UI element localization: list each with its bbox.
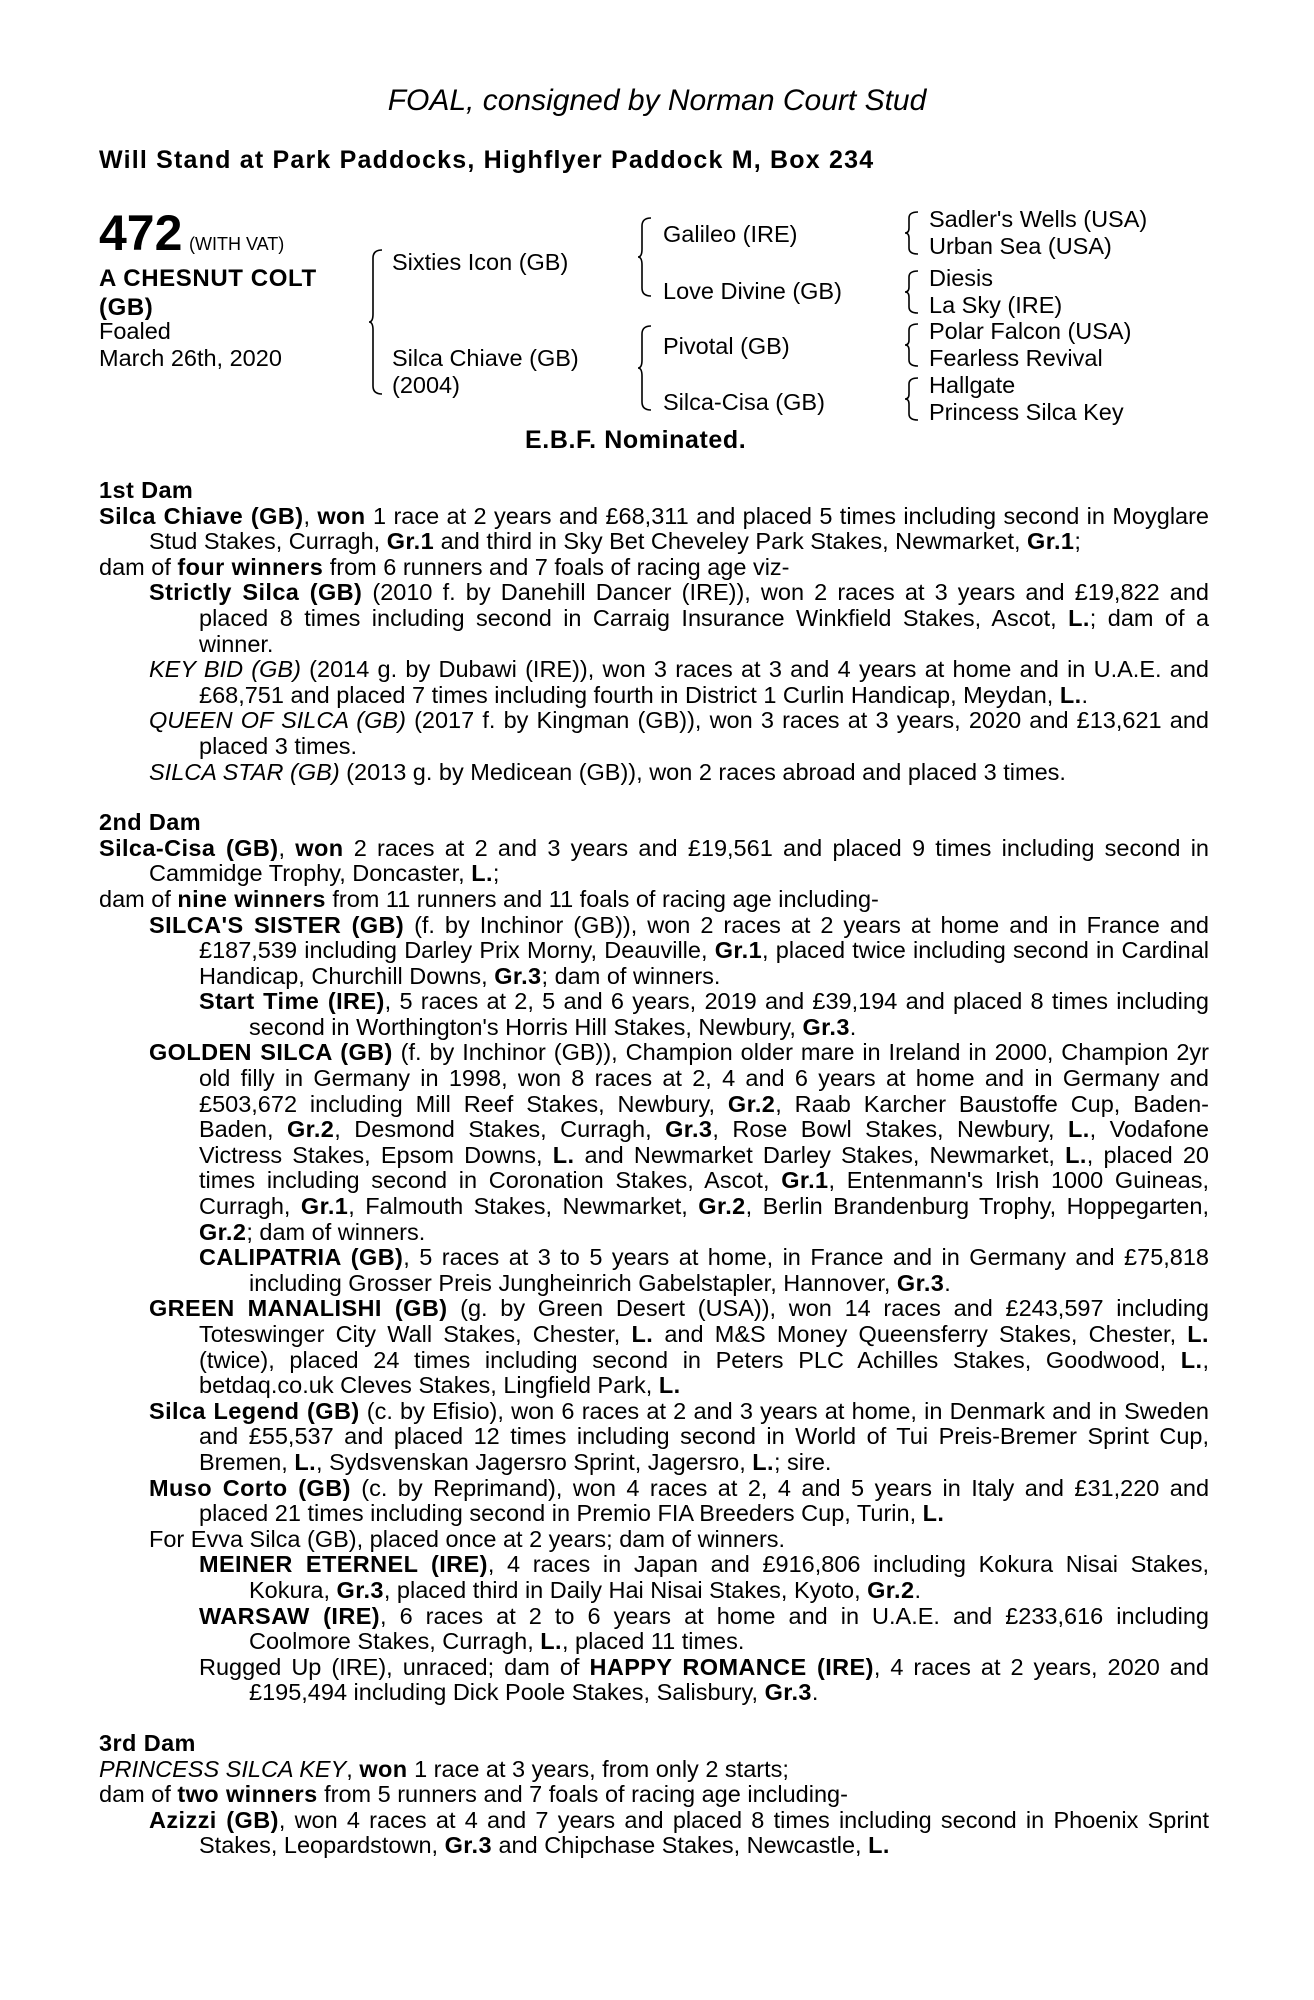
entry-text: For Evva Silca (GB), placed once at 2 years; dam of winners. xyxy=(149,1525,786,1552)
pedigree-g1: Sadler's Wells (USA) xyxy=(929,206,1148,232)
bold-text: GOLDEN SILCA (GB) xyxy=(149,1039,393,1066)
bold-text: MEINER ETERNEL (IRE) xyxy=(199,1551,488,1578)
entry-text: , placed 11 times. xyxy=(561,1628,745,1655)
pedigree-entry xyxy=(99,1655,1209,1706)
entry-text: ; xyxy=(1074,528,1081,555)
section-gap xyxy=(99,785,1209,810)
bold-text: Gr.2 xyxy=(867,1576,915,1603)
foaled-date: March 26th, 2020 xyxy=(99,345,282,371)
entry-text: , 5 races at 2, 5 and 6 years, 2019 and £39,194 and placed 8 times including second in Worthington's Horris Hill Stakes, Newbury, xyxy=(249,988,1209,1040)
pedigree-entry xyxy=(99,887,1209,913)
entry-text: ; dam of winners. xyxy=(541,962,721,989)
pedigree-entry xyxy=(99,1552,1209,1603)
bold-text: WARSAW (IRE) xyxy=(199,1602,381,1629)
pedigree-dam-year: (2004) xyxy=(392,372,460,398)
bold-text: Start Time (IRE) xyxy=(199,988,385,1015)
pedigree-bracket-g3-g4 xyxy=(904,269,920,315)
entry-text: . xyxy=(811,1679,819,1706)
pedigree-entry xyxy=(99,913,1209,990)
pedigree-bracket-g1-g2 xyxy=(904,210,920,256)
entry-text: ; sire. xyxy=(773,1448,832,1475)
dam-section xyxy=(99,1706,1209,1859)
entry-text: and M&S Money Queensferry Stakes, Chester, xyxy=(653,1321,1188,1347)
pedigree-sire: Sixties Icon (GB) xyxy=(392,249,569,275)
entry-text: , 4 races in Japan and £916,806 including Kokura Nisai Stakes, Kokura, xyxy=(249,1551,1209,1603)
pedigree-entry xyxy=(99,1476,1209,1527)
entry-text: and Chipchase Stakes, Newcastle, xyxy=(491,1832,869,1859)
pedigree-dam: Silca Chiave (GB) xyxy=(392,345,579,371)
pedigree-entry xyxy=(99,1296,1209,1398)
entry-text: dam of xyxy=(99,1781,178,1808)
bold-text: Gr.2 xyxy=(199,1218,247,1245)
italic-text: PRINCESS SILCA KEY xyxy=(99,1755,347,1782)
entry-text: , Berlin Brandenburg Trophy, Hoppegarten, xyxy=(745,1193,1209,1220)
entry-text: , placed 20 times including second in Coronation Stakes, Ascot, xyxy=(199,1141,1209,1194)
italic-text: QUEEN OF SILCA (GB) xyxy=(149,707,406,734)
pedigree-bracket-g7-g8 xyxy=(904,376,920,422)
bold-text: won xyxy=(295,834,344,861)
bold-text: Azizzi (GB) xyxy=(149,1806,279,1833)
pedigree-bracket-sire-line xyxy=(637,216,653,298)
entry-text: , Rose Bowl Stakes, Newbury, xyxy=(712,1116,1068,1143)
pedigree-entry xyxy=(99,836,1209,887)
entry-text: (g. by Green Desert (USA)), won 14 races and £243,597 including Toteswinger City Wall Stakes, Chester, xyxy=(199,1295,1209,1347)
entry-text: (c. by Efisio), won 6 races at 2 and 3 years at home, in Denmark and in Sweden and £55,537 and placed 12 times including second in World of Tui Preis-Bremer Sprint Cup, Bremen, xyxy=(199,1397,1209,1475)
pedigree-entry xyxy=(99,1808,1209,1859)
pedigree-g6: Fearless Revival xyxy=(929,345,1103,371)
entry-text: (f. by Inchinor (GB)), won 2 races at 2 years at home and in France and £187,539 including Darley Prix Morny, Deauville, xyxy=(199,911,1209,964)
bold-text: L. xyxy=(1065,1141,1087,1168)
entry-text: , won 4 races at 4 and 7 years and placed 8 times including second in Phoenix Sprint Stakes, Leopardstown, xyxy=(199,1806,1209,1859)
entry-text: (f. by Inchinor (GB)), Champion older mare in Ireland in 2000, Champion 2yr old filly in Germany in 1998, won 8 races at 2, 4 and 6 years at home and in Germany and £503,672 including Mill Reef Stakes, Newbury, xyxy=(199,1039,1209,1117)
entry-text: , Falmouth Stakes, Newmarket, xyxy=(348,1193,699,1220)
entry-text: 1 race at 3 years, from only 2 starts; xyxy=(407,1755,789,1782)
bold-text: L. xyxy=(1067,1116,1090,1143)
bold-text: L. xyxy=(658,1372,681,1399)
bold-text: L. xyxy=(1068,604,1090,631)
lot-description-line1: A CHESNUT COLT xyxy=(99,265,317,292)
bold-text: L. xyxy=(1180,1346,1203,1373)
bold-text: HAPPY ROMANCE (IRE) xyxy=(589,1653,874,1680)
entry-text: . xyxy=(849,1013,857,1040)
bold-text: L. xyxy=(540,1628,562,1655)
entry-text: , xyxy=(303,502,318,529)
bold-text: Gr.1 xyxy=(781,1167,829,1194)
pedigree-entry xyxy=(99,1604,1209,1655)
section-title: 1st Dam xyxy=(99,477,194,503)
bold-text: Gr.3 xyxy=(494,962,542,989)
pedigree-g2: Urban Sea (USA) xyxy=(929,233,1112,259)
entry-text: , xyxy=(278,834,296,861)
pedigree-entry xyxy=(99,1782,1209,1808)
pedigree-bracket-g5-g6 xyxy=(904,322,920,368)
foaled-info xyxy=(99,318,282,372)
bold-text: L. xyxy=(294,1448,317,1475)
bold-text: Strictly Silca (GB) xyxy=(149,579,363,606)
lot-vat: (WITH VAT) xyxy=(188,234,285,254)
bold-text: Silca-Cisa (GB) xyxy=(99,834,279,861)
entry-text: ; dam of winners. xyxy=(246,1218,426,1245)
bold-text: Gr.3 xyxy=(764,1679,812,1706)
bold-text: two winners xyxy=(177,1781,318,1808)
entry-text: and third in Sky Bet Cheveley Park Stakes, Newmarket, xyxy=(434,528,1028,555)
section-gap xyxy=(99,1706,1209,1731)
bold-text: L. xyxy=(868,1832,890,1859)
consignor-heading: FOAL, consigned by Norman Court Stud xyxy=(387,84,927,117)
entry-text: from 6 runners and 7 foals of racing age viz- xyxy=(323,553,790,580)
bold-text: Silca Chiave (GB) xyxy=(99,502,304,529)
lot-description xyxy=(99,264,317,322)
entry-text: , 4 races at 2 years, 2020 and £195,494 including Dick Poole Stakes, Salisbury, xyxy=(249,1653,1210,1706)
entry-text: dam of xyxy=(99,553,178,580)
entry-text: (2017 f. by Kingman (GB)), won 3 races at 3 years, 2020 and £13,621 and placed 3 times. xyxy=(199,707,1209,759)
entry-text: Rugged Up (IRE), unraced; dam of xyxy=(199,1653,590,1680)
entry-text: , 6 races at 2 to 6 years at home and in U.A.E. and £233,616 including Coolmore Stakes, Curragh, xyxy=(249,1602,1210,1655)
pedigree-g4: La Sky (IRE) xyxy=(929,292,1063,318)
bold-text: L. xyxy=(471,860,493,887)
entry-text: ; dam of a winner. xyxy=(199,604,1210,657)
pedigree-entry xyxy=(99,760,1209,786)
pedigree-g7: Hallgate xyxy=(929,372,1016,398)
pedigree-entry xyxy=(99,657,1209,708)
pedigree-entry xyxy=(99,1527,1209,1553)
entry-text: (2014 g. by Dubawi (IRE)), won 3 races at 3 and 4 years at home and in U.A.E. and £68,751 and placed 7 times including fourth in District 1 Curlin Handicap, Meydan, xyxy=(199,656,1209,708)
entry-text: , placed third in Daily Hai Nisai Stakes, Kyoto, xyxy=(383,1576,868,1603)
pedigree-entry xyxy=(99,504,1209,555)
lot-description-line2: (GB) xyxy=(99,294,154,321)
entry-text: and Newmarket Darley Stakes, Newmarket, xyxy=(574,1141,1066,1168)
bold-text: CALIPATRIA (GB) xyxy=(199,1244,404,1271)
bold-text: four winners xyxy=(177,553,324,580)
dam-section xyxy=(99,785,1209,1706)
bold-text: Gr.1 xyxy=(386,528,435,555)
entry-text: , Entenmann's Irish 1000 Guineas, Curragh, xyxy=(199,1167,1209,1220)
bold-text: Gr.1 xyxy=(1027,528,1075,555)
pedigree-entry xyxy=(99,580,1209,657)
entry-text: , xyxy=(346,1755,360,1782)
bold-text: Silca Legend (GB) xyxy=(149,1397,360,1424)
pedigree-sire-dam: Love Divine (GB) xyxy=(663,278,842,304)
entry-text: , 5 races at 3 to 5 years at home, in France and in Germany and £75,818 including Grosser Preis Jungheinrich Gabelstapler, Hannover, xyxy=(249,1244,1209,1296)
entry-text: dam of xyxy=(99,885,178,912)
entry-text: , betdaq.co.uk Cleves Stakes, Lingfield Park, xyxy=(199,1346,1209,1399)
lot-heading xyxy=(99,205,285,261)
section-title: 2nd Dam xyxy=(99,809,202,836)
bold-text: Gr.3 xyxy=(802,1013,850,1040)
entry-text: . xyxy=(1081,681,1089,708)
bold-text: L. xyxy=(1187,1321,1209,1347)
pedigree-entry xyxy=(99,1399,1209,1476)
bold-text: GREEN MANALISHI (GB) xyxy=(149,1295,448,1322)
bold-text: Gr.2 xyxy=(286,1116,335,1143)
bold-text: Muso Corto (GB) xyxy=(149,1474,351,1501)
bold-text: Gr.1 xyxy=(300,1193,349,1220)
bold-text: Gr.2 xyxy=(727,1090,776,1117)
entry-text: (twice), placed 24 times including second in Peters PLC Achilles Stakes, Goodwood, xyxy=(199,1346,1181,1373)
pedigree-dam-dam: Silca-Cisa (GB) xyxy=(663,389,825,415)
bold-text: L. xyxy=(1059,681,1082,708)
pedigree-entry xyxy=(99,1245,1209,1296)
pedigree-entry xyxy=(99,708,1209,759)
pedigree-entry xyxy=(99,1757,1209,1783)
pedigree-g3: Diesis xyxy=(929,265,993,291)
foaled-label: Foaled xyxy=(99,318,171,344)
bold-text: Gr.3 xyxy=(665,1116,713,1143)
entry-text: from 11 runners and 11 foals of racing age including- xyxy=(325,885,879,912)
catalogue-content xyxy=(99,478,1209,1859)
entry-text: 2 races at 2 and 3 years and £19,561 and placed 9 times including second in Cammidge Trophy, Doncaster, xyxy=(149,834,1209,887)
italic-text: KEY BID (GB) xyxy=(149,656,301,683)
bold-text: SILCA'S SISTER (GB) xyxy=(149,911,405,938)
entry-text: (2013 g. by Medicean (GB)), won 2 races abroad and placed 3 times. xyxy=(339,758,1066,785)
pedigree-g8: Princess Silca Key xyxy=(929,399,1124,425)
entry-text: , Vodafone Victress Stakes, Epsom Downs, xyxy=(199,1116,1209,1168)
pedigree-entry xyxy=(99,555,1209,581)
entry-text: ; xyxy=(492,860,500,887)
pedigree-g5: Polar Falcon (USA) xyxy=(929,318,1132,344)
bold-text: L. xyxy=(631,1321,654,1347)
bold-text: Gr.1 xyxy=(714,937,763,964)
ebf-nomination: E.B.F. Nominated. xyxy=(525,426,747,454)
bold-text: Gr.3 xyxy=(336,1576,384,1603)
pedigree-sire-sire: Galileo (IRE) xyxy=(663,221,798,247)
pedigree-entry xyxy=(99,1040,1209,1245)
pedigree-dam-sire: Pivotal (GB) xyxy=(663,333,790,359)
italic-text: SILCA STAR (GB) xyxy=(149,758,340,785)
bold-text: L. xyxy=(552,1141,575,1168)
entry-text: 1 race at 2 years and £68,311 and placed 5 times including second in Moyglare Stud Stakes, Curragh, xyxy=(149,502,1210,555)
entry-text: . xyxy=(944,1269,951,1296)
pedigree-entry xyxy=(99,989,1209,1040)
pedigree-bracket-sire-dam xyxy=(368,248,384,396)
bold-text: won xyxy=(317,502,366,529)
bold-text: won xyxy=(359,1755,408,1782)
entry-text: , Raab Karcher Baustoffe Cup, Baden-Baden, xyxy=(199,1090,1210,1143)
entry-text: (c. by Reprimand), won 4 races at 2, 4 and 5 years in Italy and £31,220 and placed 21 times including second in Premio FIA Breeders Cup, Turin, xyxy=(199,1474,1210,1527)
pedigree-bracket-dam-line xyxy=(637,324,653,412)
entry-text: from 5 runners and 7 foals of racing age including- xyxy=(317,1781,848,1808)
entry-text: . xyxy=(914,1576,921,1603)
bold-text: L. xyxy=(752,1448,774,1475)
stand-location: Will Stand at Park Paddocks, Highflyer Paddock M, Box 234 xyxy=(99,146,875,174)
bold-text: Gr.3 xyxy=(444,1832,492,1859)
section-title: 3rd Dam xyxy=(99,1729,196,1756)
bold-text: nine winners xyxy=(177,885,326,912)
bold-text: Gr.3 xyxy=(896,1269,945,1296)
lot-number: 472 xyxy=(99,205,183,261)
bold-text: L. xyxy=(922,1500,945,1527)
entry-text: , Sydsvenskan Jagersro Sprint, Jagersro, xyxy=(316,1448,753,1475)
dam-section xyxy=(99,478,1209,785)
entry-text: , placed twice including second in Cardinal Handicap, Churchill Downs, xyxy=(199,937,1209,989)
bold-text: Gr.2 xyxy=(698,1193,746,1220)
entry-text: , Desmond Stakes, Curragh, xyxy=(334,1116,666,1143)
entry-text: (2010 f. by Danehill Dancer (IRE)), won 2 races at 3 years and £19,822 and placed 8 times including second in Carraig Insurance Winkfield Stakes, Ascot, xyxy=(199,579,1209,631)
